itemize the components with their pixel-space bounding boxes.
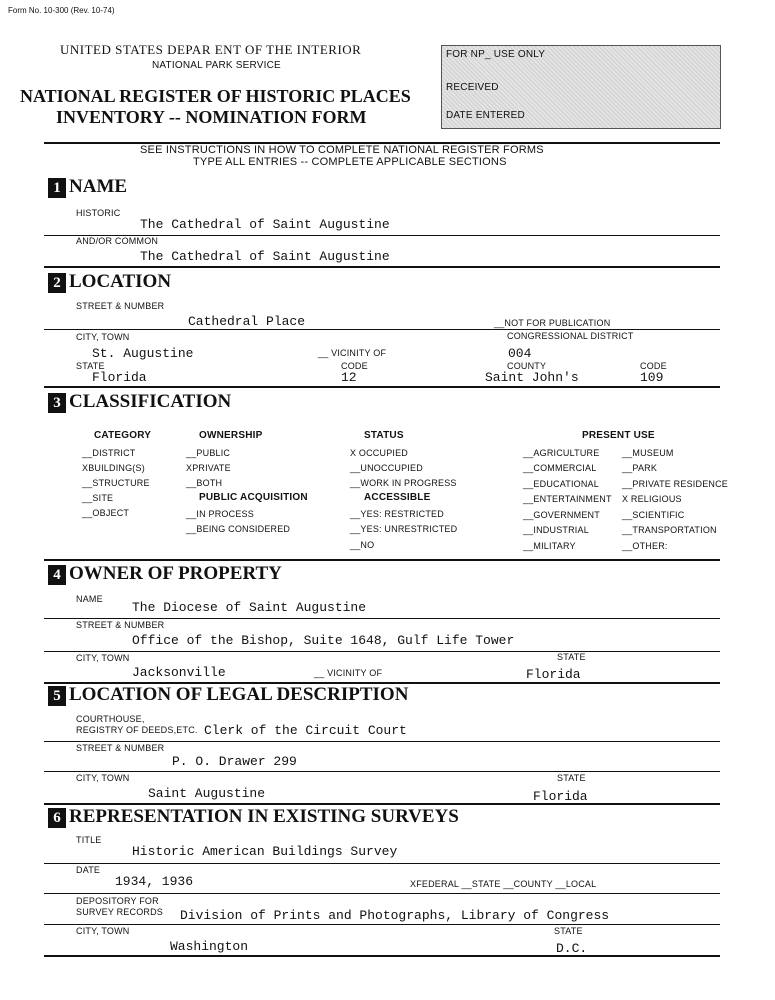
common-name: The Cathedral of Saint Augustine bbox=[140, 249, 390, 264]
legal-city-label: CITY, TOWN bbox=[76, 773, 130, 783]
owner-street-label: STREET & NUMBER bbox=[76, 620, 165, 630]
survey-title-label: TITLE bbox=[76, 835, 102, 845]
status-occupied: X OCCUPIED bbox=[350, 448, 409, 458]
depository-label-2: SURVEY RECORDS bbox=[76, 907, 163, 917]
section-3-title: CLASSIFICATION bbox=[69, 391, 232, 412]
city-value: St. Augustine bbox=[92, 346, 194, 361]
acquisition-in-process: __IN PROCESS bbox=[186, 509, 254, 519]
date-entered-label: DATE ENTERED bbox=[446, 110, 525, 121]
ownership-both: __BOTH bbox=[186, 478, 223, 488]
survey-title: Historic American Buildings Survey bbox=[132, 844, 398, 859]
section-6-heading bbox=[48, 806, 459, 828]
owner-state-label: STATE bbox=[557, 652, 586, 662]
accessible-restricted: __YES: RESTRICTED bbox=[350, 509, 444, 519]
city-label: CITY, TOWN bbox=[76, 332, 130, 342]
use-entertainment: __ENTERTAINMENT bbox=[523, 494, 612, 504]
owner-name: The Diocese of Saint Augustine bbox=[132, 600, 367, 615]
owner-name-label: NAME bbox=[76, 594, 103, 604]
owner-state: Florida bbox=[526, 667, 581, 682]
category-building: XBUILDING(S) bbox=[82, 463, 145, 473]
use-military: __MILITARY bbox=[523, 541, 576, 551]
survey-state: D.C. bbox=[556, 941, 588, 956]
section-4-title: OWNER OF PROPERTY bbox=[69, 563, 282, 584]
owner-street: Office of the Bishop, Suite 1648, Gulf Life Tower bbox=[132, 633, 515, 648]
depository-value: Division of Prints and Photographs, Library of Congress bbox=[180, 908, 610, 923]
received-label: RECEIVED bbox=[446, 82, 499, 93]
use-museum: __MUSEUM bbox=[622, 448, 674, 458]
vicinity-of: __ VICINITY OF bbox=[318, 348, 387, 358]
instructions-line-2: TYPE ALL ENTRIES -- COMPLETE APPLICABLE SECTIONS bbox=[193, 156, 507, 168]
use-park: __PARK bbox=[622, 463, 658, 473]
section-4-number: 4 bbox=[48, 565, 66, 585]
section-5-number: 5 bbox=[48, 686, 66, 706]
public-acquisition-header: PUBLIC ACQUISITION bbox=[199, 492, 308, 503]
county-label: COUNTY bbox=[507, 361, 547, 371]
department: UNITED STATES DEPAR ENT OF THE INTERIOR bbox=[60, 42, 362, 57]
state-value: Florida bbox=[92, 370, 147, 385]
office-use-label: FOR NP_ USE ONLY bbox=[446, 49, 546, 60]
accessible-no: __NO bbox=[350, 540, 375, 550]
office-use-box bbox=[441, 45, 721, 129]
section-6-title: REPRESENTATION IN EXISTING SURVEYS bbox=[69, 806, 459, 827]
category-site: __SITE bbox=[82, 493, 114, 503]
section-2-heading bbox=[48, 271, 171, 293]
legal-city: Saint Augustine bbox=[148, 786, 266, 801]
present-use-header: PRESENT USE bbox=[582, 430, 655, 441]
accessible-header: ACCESSIBLE bbox=[364, 492, 431, 503]
service: NATIONAL PARK SERVICE bbox=[152, 60, 281, 71]
courthouse-value: Clerk of the Circuit Court bbox=[204, 723, 407, 738]
status-header: STATUS bbox=[364, 430, 404, 441]
owner-city-label: CITY, TOWN bbox=[76, 653, 130, 663]
status-work-in-progress: __WORK IN PROGRESS bbox=[350, 478, 457, 488]
section-1-heading bbox=[48, 176, 127, 198]
congressional-value: 004 bbox=[508, 346, 532, 361]
use-government: __GOVERNMENT bbox=[523, 510, 600, 520]
owner-vicinity: __ VICINITY OF bbox=[314, 668, 383, 678]
section-1-number: 1 bbox=[48, 178, 66, 198]
ownership-public: __PUBLIC bbox=[186, 448, 231, 458]
registry-label: REGISTRY OF DEEDS,ETC. bbox=[76, 725, 198, 735]
not-for-publication: __NOT FOR PUBLICATION bbox=[494, 318, 611, 328]
category-district: __DISTRICT bbox=[82, 448, 136, 458]
use-other: __OTHER: bbox=[622, 541, 668, 551]
category-object: __OBJECT bbox=[82, 508, 130, 518]
state-code-label: CODE bbox=[341, 361, 368, 371]
legal-state: Florida bbox=[533, 789, 588, 804]
use-educational: __EDUCATIONAL bbox=[523, 479, 599, 489]
category-structure: __STRUCTURE bbox=[82, 478, 150, 488]
historic-name: The Cathedral of Saint Augustine bbox=[140, 217, 390, 232]
historic-label: HISTORIC bbox=[76, 208, 121, 218]
form-title-2: INVENTORY -- NOMINATION FORM bbox=[56, 107, 367, 127]
county-code-label: CODE bbox=[640, 361, 667, 371]
use-private-residence: __PRIVATE RESIDENCE bbox=[622, 479, 728, 489]
county-value: Saint John's bbox=[485, 370, 579, 385]
owner-city: Jacksonville bbox=[132, 665, 226, 680]
legal-street: P. O. Drawer 299 bbox=[172, 754, 297, 769]
section-5-heading bbox=[48, 684, 408, 706]
survey-levels: XFEDERAL __STATE __COUNTY __LOCAL bbox=[410, 879, 597, 889]
use-industrial: __INDUSTRIAL bbox=[523, 525, 589, 535]
ownership-private: XPRIVATE bbox=[186, 463, 231, 473]
section-5-title: LOCATION OF LEGAL DESCRIPTION bbox=[69, 684, 409, 705]
common-label: AND/OR COMMON bbox=[76, 236, 159, 246]
use-agriculture: __AGRICULTURE bbox=[523, 448, 600, 458]
survey-state-label: STATE bbox=[554, 926, 583, 936]
legal-state-label: STATE bbox=[557, 773, 586, 783]
use-transportation: __TRANSPORTATION bbox=[622, 525, 717, 535]
category-header: CATEGORY bbox=[94, 430, 152, 441]
section-3-number: 3 bbox=[48, 393, 66, 413]
section-2-title: LOCATION bbox=[69, 271, 172, 292]
congressional-label: CONGRESSIONAL DISTRICT bbox=[507, 331, 634, 341]
survey-date: 1934, 1936 bbox=[115, 874, 194, 889]
section-3-heading bbox=[48, 391, 231, 413]
use-commercial: __COMMERCIAL bbox=[523, 463, 597, 473]
section-4-heading bbox=[48, 563, 282, 585]
depository-label-1: DEPOSITORY FOR bbox=[76, 896, 159, 906]
instructions-line-1: SEE INSTRUCTIONS IN HOW TO COMPLETE NATIONAL REGISTER FORMS bbox=[140, 144, 544, 156]
state-label: STATE bbox=[76, 361, 105, 371]
ownership-header: OWNERSHIP bbox=[199, 430, 263, 441]
legal-street-label: STREET & NUMBER bbox=[76, 743, 165, 753]
county-code-value: 109 bbox=[640, 370, 664, 385]
street-label: STREET & NUMBER bbox=[76, 301, 165, 311]
use-religious: X RELIGIOUS bbox=[622, 494, 682, 504]
acquisition-being-considered: __BEING CONSIDERED bbox=[186, 524, 291, 534]
accessible-unrestricted: __YES: UNRESTRICTED bbox=[350, 524, 458, 534]
survey-city: Washington bbox=[170, 939, 249, 954]
street-value: Cathedral Place bbox=[188, 314, 306, 329]
section-6-number: 6 bbox=[48, 808, 66, 828]
survey-city-label: CITY, TOWN bbox=[76, 926, 130, 936]
courthouse-label: COURTHOUSE, bbox=[76, 714, 145, 724]
form-number: Form No. 10-300 (Rev. 10-74) bbox=[8, 6, 115, 15]
survey-date-label: DATE bbox=[76, 865, 101, 875]
use-scientific: __SCIENTIFIC bbox=[622, 510, 685, 520]
state-code-value: 12 bbox=[341, 370, 357, 385]
form-title-1: NATIONAL REGISTER OF HISTORIC PLACES bbox=[20, 86, 411, 106]
status-unoccupied: __UNOCCUPIED bbox=[350, 463, 423, 473]
section-1-title: NAME bbox=[69, 176, 128, 197]
section-2-number: 2 bbox=[48, 273, 66, 293]
